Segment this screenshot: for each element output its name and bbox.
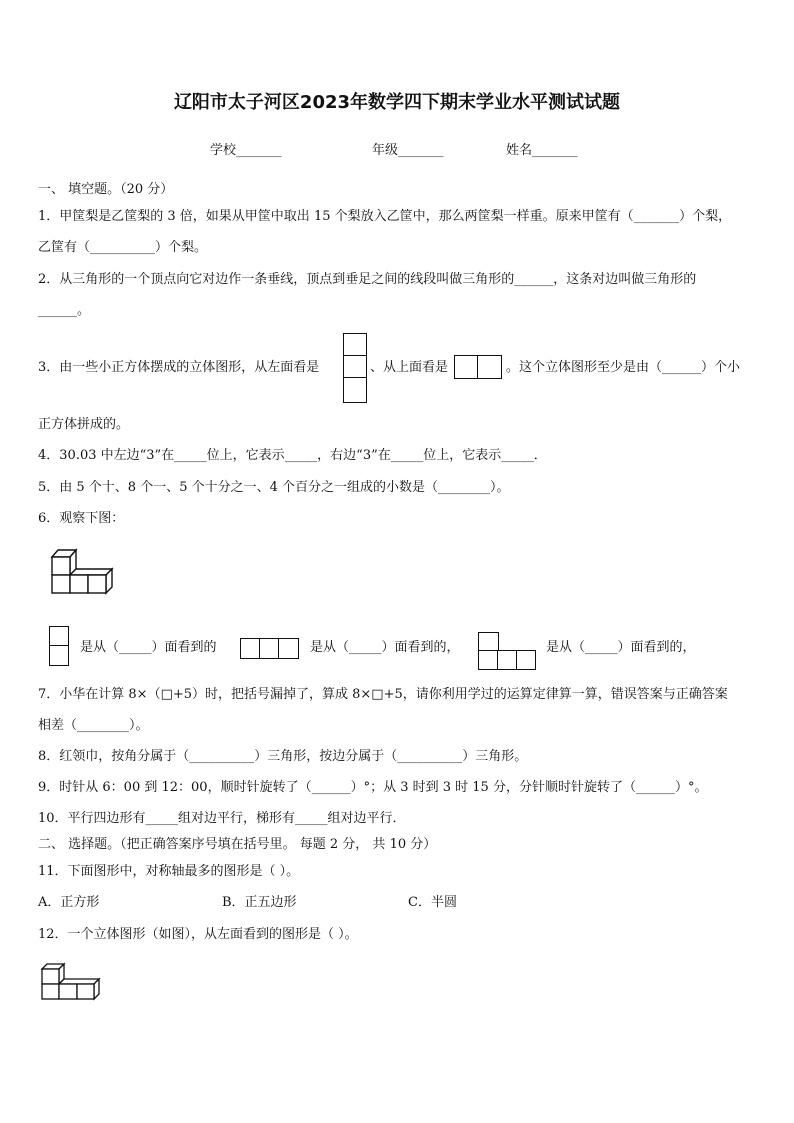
q4: 4．30.03 中左边“3”在_____位上，它表示_____，右边“3”在_____位上，它表示_____． [38, 448, 547, 463]
q6-solid-figure [44, 545, 116, 597]
q10: 10．平行四边形有_____组对边平行，梯形有_____组对边平行． [38, 811, 406, 826]
view-c-square [478, 650, 499, 670]
q1-line2: 乙筐有（__________）个梨。 [38, 240, 208, 255]
q5: 5．由 5 个十、8 个一、5 个十分之一、4 个百分之一组成的小数是（________）。 [38, 480, 510, 495]
top-view-square [477, 355, 502, 379]
q6-b-label: 是从（_____）面看到的， [310, 640, 460, 655]
section-fill-heading: 一、 填空题。（20 分） [38, 182, 174, 197]
q3-line2: 正方体拼成的。 [38, 417, 130, 432]
left-view-square [343, 355, 367, 379]
q8: 8．红领巾，按角分属于（__________）三角形，按边分属于（__________）三角形。 [38, 749, 528, 764]
school-field: 学校_______ [210, 143, 282, 158]
page-title: 辽阳市太子河区2023年数学四下期末学业水平测试试题 [173, 92, 621, 113]
q6-a-label: 是从（_____）面看到的 [80, 640, 217, 655]
view-a-square [49, 645, 69, 666]
q12-prompt: 12．一个立体图形（如图），从左面看到的图形是（ ）。 [38, 927, 358, 942]
q2-line2: ______。 [38, 303, 91, 318]
q12-solid-figure [38, 962, 104, 1002]
q11-option-c: C．半圆 [408, 895, 457, 910]
left-view-square [343, 333, 367, 357]
q1-line1: 1．甲筐梨是乙筐梨的 3 倍，如果从甲筐中取出 15 个梨放入乙筐中，那么两筐梨一样重。原来甲筐有（_______）个梨， [38, 209, 732, 224]
q6-c-label: 是从（_____）面看到的， [546, 640, 696, 655]
view-b-square [259, 638, 280, 659]
name-field: 姓名_______ [506, 143, 578, 158]
view-c-square [478, 632, 499, 652]
grade-field: 年级_______ [372, 143, 444, 158]
q11-option-b: B．正五边形 [222, 895, 297, 910]
top-view-square [454, 355, 479, 379]
q7-line1: 7．小华在计算 8×（□+5）时，把括号漏掉了，算成 8×□+5，请你利用学过的运算定律算一算，错误答案与正确答案 [38, 687, 728, 702]
q6-prompt: 6．观察下图： [38, 511, 125, 526]
q3-part2: 、从上面看是 [370, 360, 449, 375]
view-c-square [497, 650, 518, 670]
q9: 9．时针从 6：00 到 12：00，顺时针旋转了（______）°；从 3 时到 3 时 15 分，分针顺时针旋转了（______）°。 [38, 780, 708, 795]
section-choice-heading: 二、 选择题。（把正确答案序号填在括号里。 每题 2 分， 共 10 分） [38, 837, 437, 852]
view-a-square [49, 626, 69, 647]
left-view-square [343, 377, 367, 403]
view-c-square [516, 650, 536, 670]
q11-option-a: A．正方形 [38, 895, 100, 910]
q2-line1: 2．从三角形的一个顶点向它对边作一条垂线，顶点到垂足之间的线段叫做三角形的______，这条对边叫做三角形的 [38, 272, 697, 287]
view-b-square [278, 638, 299, 659]
q3-part1: 3．由一些小正方体摆成的立体图形，从左面看是 [38, 360, 320, 375]
q7-line2: 相差（________）。 [38, 718, 149, 733]
q11-prompt: 11．下面图形中，对称轴最多的图形是（ ）。 [38, 864, 300, 879]
view-b-square [240, 638, 261, 659]
q3-part3: 。这个立体图形至少是由（______）个小 [506, 360, 741, 375]
